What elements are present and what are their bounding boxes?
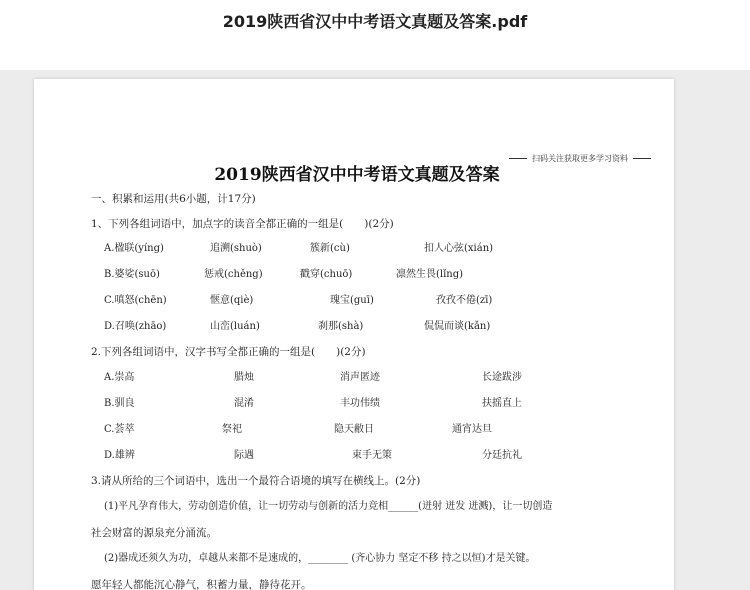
file-title: 2019陕西省汉中中考语文真题及答案.pdf [222, 12, 528, 31]
q2-option-c-4: 通宵达旦 [452, 424, 492, 435]
q1-option-a-3: 簇新(cù) [310, 243, 350, 254]
question-2-stem: 2.下列各组词语中，汉字书写全都正确的一组是( )(2分) [91, 346, 366, 358]
q2-option-d-2: 际遇 [234, 450, 254, 461]
q2-option-a-4: 长途跋涉 [482, 372, 522, 383]
q1-option-c-2: 惬意(qiè) [210, 295, 254, 306]
q1-option-b-3: 戳穿(chuō) [300, 269, 353, 280]
q3-part1-line2: 社会财富的源泉充分涌流。 [91, 527, 217, 539]
q2-option-a-2: 腊烛 [234, 372, 254, 383]
q1-option-c-3: 瑰宝(guī) [330, 295, 374, 306]
q2-option-b-1: B.驯良 [104, 398, 135, 409]
q2-option-b-3: 丰功伟绩 [340, 398, 380, 409]
q2-option-d-4: 分廷抗礼 [482, 450, 522, 461]
q1-option-b-2: 惩戒(chěng) [204, 269, 263, 280]
q1-option-a-4: 扣人心弦(xián) [424, 243, 494, 254]
q2-option-c-1: C.荟萃 [104, 424, 135, 435]
document-title: 2019陕西省汉中中考语文真题及答案 [214, 165, 500, 185]
q1-option-a-2: 追溯(shuò) [210, 243, 262, 254]
question-3-stem: 3.请从所给的三个词语中，选出一个最符合语境的填写在横线上。(2分) [91, 475, 421, 487]
q2-option-c-2: 祭祀 [222, 424, 242, 435]
q2-option-c-3: 隐天敝日 [334, 424, 374, 435]
q2-option-a-3: 消声匿迹 [340, 372, 380, 383]
q2-option-b-2: 混淆 [234, 398, 254, 409]
q2-option-d-1: D.雄辨 [104, 450, 135, 461]
qr-note-text: 扫码关注获取更多学习资料 [532, 154, 628, 163]
q2-option-d-3: 束手无策 [352, 450, 392, 461]
q1-option-b-1: B.婆娑(suō) [104, 269, 160, 280]
dash-right [633, 158, 651, 159]
q1-option-b-4: 凛然生畏(lǐng) [396, 269, 464, 280]
q3-part2-line1: (2)器成还须久为功，卓越从来都不是速成的，________ (齐心协力 坚定不移 持之以恒)才是关键。 [104, 553, 536, 564]
q1-option-a-1: A.楹联(yíng) [104, 243, 164, 254]
q1-option-d-2: 山峦(luán) [210, 321, 260, 332]
q3-part2-line2: 愿年轻人都能沉心静气，积蓄力量，静待花开。 [91, 579, 312, 590]
q1-option-d-4: 侃侃而谈(kǎn) [424, 321, 491, 332]
q1-option-c-1: C.嗔怒(chēn) [104, 295, 167, 306]
q2-option-a-1: A.崇高 [104, 372, 135, 383]
q2-option-b-4: 扶摇直上 [482, 398, 522, 409]
q3-part1-line1: (1)平凡孕育伟大，劳动创造价值，让一切劳动与创新的活力竞相______(迸射 迸发 迸溅)，让一切创造 [104, 501, 553, 512]
q1-option-d-1: D.召唤(zhāo) [104, 321, 167, 332]
q1-option-c-4: 孜孜不倦(zī) [436, 295, 493, 306]
dash-left [509, 158, 527, 159]
q1-option-d-3: 刹那(shà) [318, 321, 364, 332]
question-1-stem: 1、下列各组词语中，加点字的读音全都正确的一组是( )(2分) [91, 218, 394, 230]
pdf-page [34, 79, 674, 590]
viewer-toolbar [0, 0, 750, 70]
section-heading: 一、积累和运用(共6小题，计17分) [91, 193, 256, 205]
